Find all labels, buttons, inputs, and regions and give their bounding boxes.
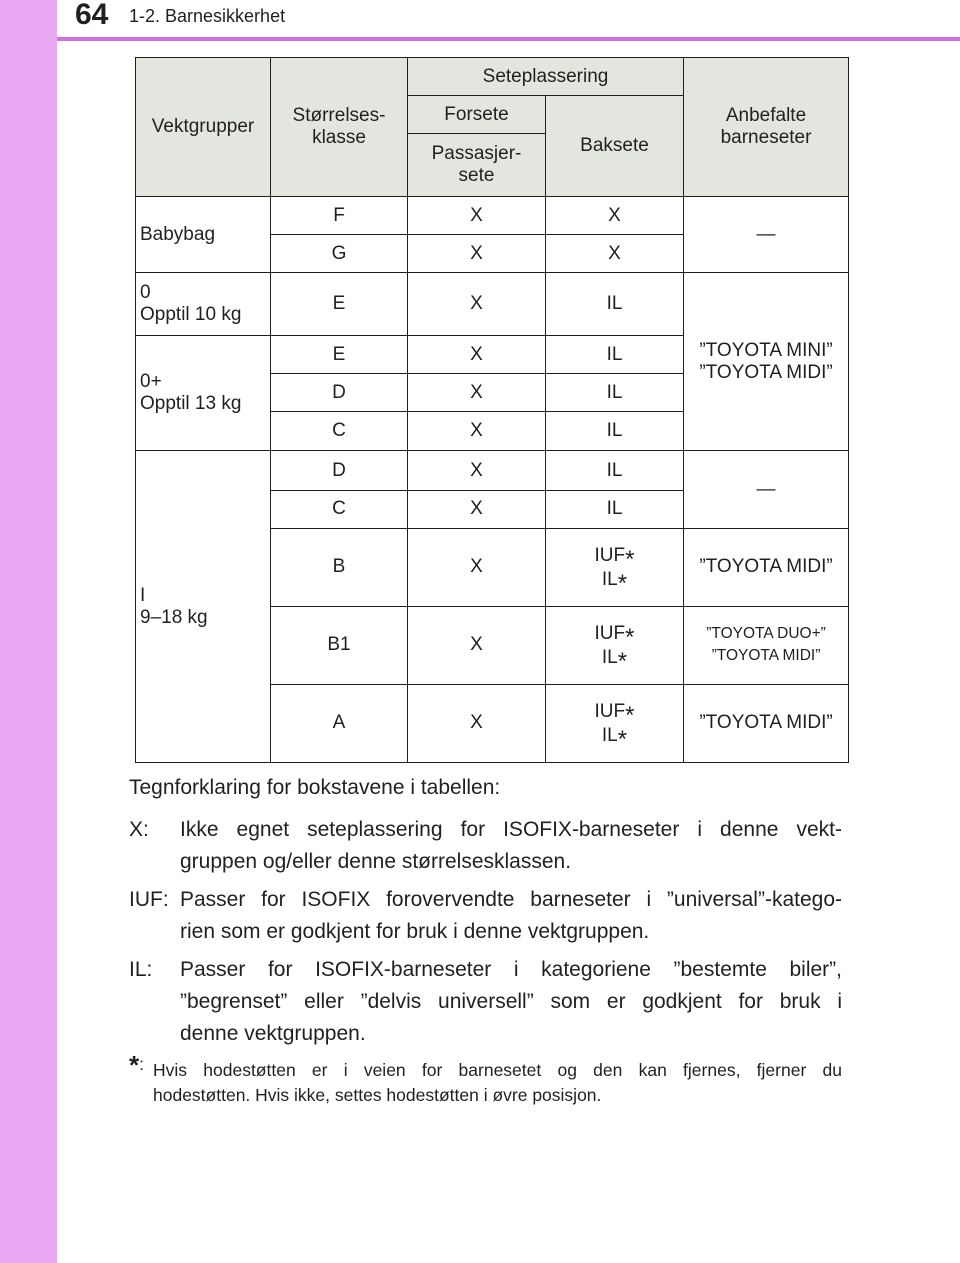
- header-passenger-seat: Passasjer- sete: [408, 134, 546, 197]
- recommended-cell: —: [684, 197, 849, 273]
- legend: [129, 772, 842, 1108]
- front-seat-cell: X: [408, 374, 546, 412]
- front-seat-cell: X: [408, 528, 546, 606]
- front-seat-cell: X: [408, 273, 546, 336]
- rear-seat-code: IUF: [594, 701, 626, 723]
- rear-seat-code: IUF: [594, 623, 626, 645]
- table-row: [136, 451, 849, 490]
- recommended-cell: ”TOYOTA MIDI”: [684, 528, 849, 606]
- legend-key: X:: [129, 818, 149, 841]
- legend-key: IUF:: [129, 888, 169, 911]
- legend-text: Passer for ISOFIX-barneseter i kategoriene ”bestemte biler”,: [180, 958, 842, 981]
- header-recommended-seats: Anbefalte barneseter: [684, 58, 849, 197]
- rear-seat-code: IL: [601, 725, 618, 747]
- asterisk-marker: *: [625, 624, 635, 652]
- front-seat-cell: X: [408, 606, 546, 684]
- size-class-cell: B: [271, 528, 408, 606]
- recommended-cell: —: [684, 451, 849, 528]
- size-class-cell: B1: [271, 606, 408, 684]
- rear-seat-cell: IL: [546, 374, 684, 412]
- size-class-cell: A: [271, 684, 408, 762]
- front-seat-cell: X: [408, 336, 546, 374]
- rear-seat-cell: [546, 606, 684, 684]
- header-seat-position: Seteplassering: [408, 58, 684, 96]
- asterisk-marker: *: [617, 648, 628, 676]
- asterisk-marker: *: [617, 726, 628, 754]
- isofix-table: [135, 57, 849, 763]
- legend-key: IL:: [129, 958, 153, 981]
- footnote-asterisk: *: [129, 1050, 140, 1080]
- rear-seat-cell: IL: [546, 336, 684, 374]
- footnote-colon: :: [139, 1054, 144, 1074]
- size-class-cell: F: [271, 197, 408, 235]
- page-number: 64: [75, 0, 109, 31]
- front-seat-cell: X: [408, 451, 546, 490]
- rear-seat-cell: X: [546, 235, 684, 273]
- size-class-cell: D: [271, 451, 408, 490]
- rear-seat-cell: [546, 684, 684, 762]
- rear-seat-cell: IL: [546, 451, 684, 490]
- rear-seat-cell: IL: [546, 273, 684, 336]
- legend-text: rien som er godkjent for bruk i denne vektgruppen.: [180, 920, 650, 943]
- front-seat-cell: X: [408, 490, 546, 528]
- weight-group-cell: 0+ Opptil 13 kg: [136, 336, 271, 451]
- legend-title: Tegnforklaring for bokstavene i tabellen:: [129, 776, 501, 799]
- asterisk-marker: *: [617, 570, 628, 598]
- rear-seat-code: IL: [601, 569, 618, 591]
- front-seat-cell: X: [408, 197, 546, 235]
- rear-seat-cell: IL: [546, 490, 684, 528]
- page-side-tab: [0, 0, 57, 1263]
- size-class-cell: C: [271, 490, 408, 528]
- header-size-class: Størrelses- klasse: [271, 58, 408, 197]
- size-class-cell: E: [271, 336, 408, 374]
- recommended-cell: ”TOYOTA DUO+” ”TOYOTA MIDI”: [684, 606, 849, 684]
- legend-text: Passer for ISOFIX forovervendte barneseter i ”universal”-katego-: [180, 888, 842, 911]
- legend-text: denne vektgruppen.: [180, 1022, 366, 1045]
- legend-text: gruppen og/eller denne størrelsesklassen.: [180, 850, 572, 873]
- footnote-text: Hvis hodestøtten er i veien for barnesetet og den kan fjernes, fjerner du: [153, 1060, 842, 1080]
- header-rule: [57, 37, 960, 41]
- legend-item-x: [129, 814, 842, 878]
- legend-text: Ikke egnet seteplassering for ISOFIX-barneseter i denne vekt-: [180, 818, 842, 841]
- table-row: [136, 197, 849, 235]
- size-class-cell: E: [271, 273, 408, 336]
- header-rear-seat: Baksete: [546, 96, 684, 197]
- section-title: 1-2. Barnesikkerhet: [129, 6, 286, 26]
- header-front-seat: Forsete: [408, 96, 546, 134]
- front-seat-cell: X: [408, 684, 546, 762]
- weight-group-cell: I 9–18 kg: [136, 451, 271, 763]
- weight-group-cell: 0 Opptil 10 kg: [136, 273, 271, 336]
- rear-seat-cell: IL: [546, 412, 684, 451]
- legend-item-iuf: [129, 884, 842, 948]
- recommended-cell: ”TOYOTA MINI” ”TOYOTA MIDI”: [684, 273, 849, 451]
- front-seat-cell: X: [408, 412, 546, 451]
- asterisk-marker: *: [625, 702, 635, 730]
- rear-seat-cell: [546, 528, 684, 606]
- footnote: [129, 1050, 842, 1108]
- rear-seat-cell: X: [546, 197, 684, 235]
- front-seat-cell: X: [408, 235, 546, 273]
- rear-seat-code: IUF: [594, 545, 626, 567]
- recommended-cell: ”TOYOTA MIDI”: [684, 684, 849, 762]
- rear-seat-code: IL: [601, 647, 618, 669]
- size-class-cell: C: [271, 412, 408, 451]
- footnote-text: hodestøtten. Hvis ikke, settes hodestøtten i øvre posisjon.: [153, 1085, 602, 1105]
- weight-group-cell: Babybag: [136, 197, 271, 273]
- size-class-cell: G: [271, 235, 408, 273]
- header-weight-group: Vektgrupper: [136, 58, 271, 197]
- legend-text: ”begrenset” eller ”delvis universell” som er godkjent for bruk i: [180, 990, 842, 1013]
- asterisk-marker: *: [625, 546, 635, 574]
- size-class-cell: D: [271, 374, 408, 412]
- table-row: [136, 273, 849, 336]
- legend-item-il: [129, 954, 842, 1050]
